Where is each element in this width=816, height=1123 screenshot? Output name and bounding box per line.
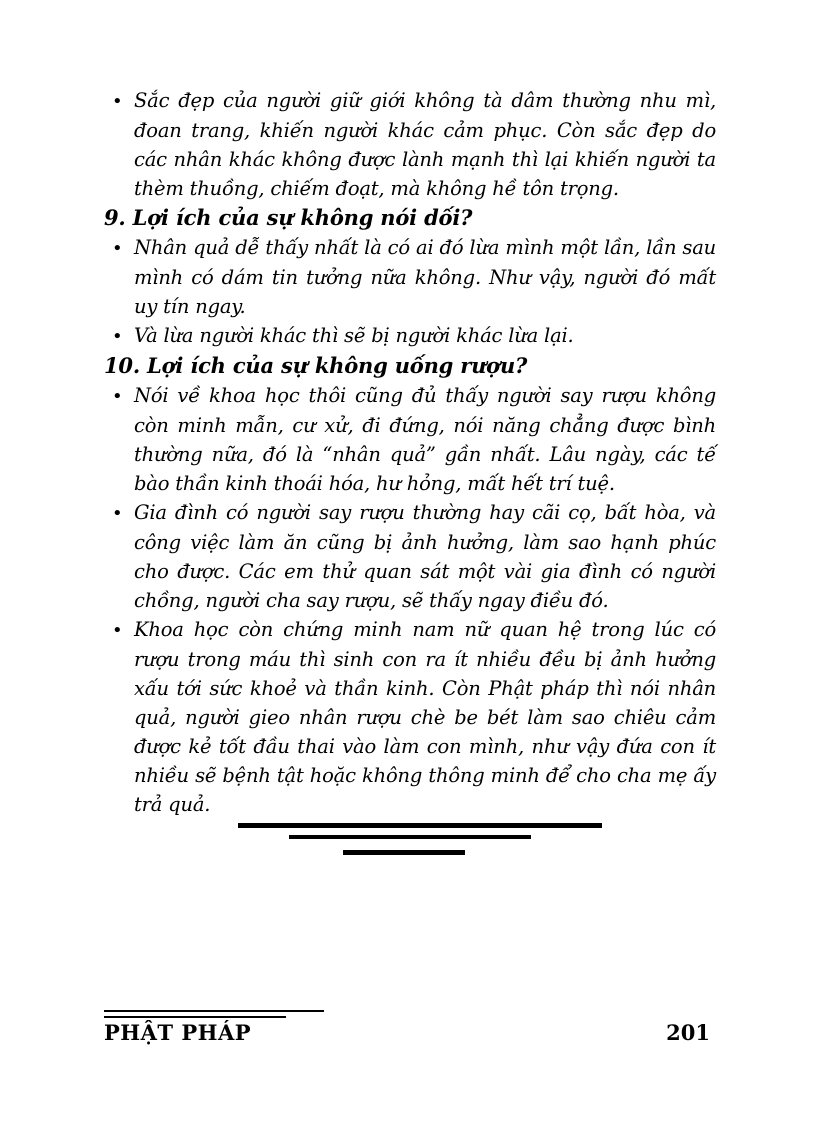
bullet-dot-icon: • (112, 326, 123, 347)
bullet-dot-icon: • (112, 386, 123, 407)
bullet-dot-icon: • (112, 91, 123, 112)
bullet-paragraph (104, 381, 716, 498)
divider-line-top (238, 823, 602, 828)
page-number: 201 (666, 1020, 710, 1045)
page-content (104, 86, 716, 819)
paragraph-text: Khoa học còn chứng minh nam nữ quan hệ trong lúc có rượu trong máu thì sinh con ra ít nhiều đều bị ảnh hưởng xấu tới sức khoẻ và thần kinh. Còn Phật pháp thì nói nhân quả, người gieo nhân rượu chè be bét làm sao chiêu cảm được kẻ tốt đầu thai vào làm con mình, như vậy đứa con ít nhiều sẽ bệnh tật hoặc không thông minh để cho cha mẹ ấy trả quả. (134, 618, 716, 816)
bullet-dot-icon: • (112, 238, 123, 259)
divider-line-bottom (343, 850, 465, 855)
bullet-paragraph (104, 233, 716, 321)
footer-rule-long (104, 1010, 324, 1012)
paragraph-text: Và lừa người khác thì sẽ bị người khác lừa lại. (134, 324, 574, 347)
paragraph-text: Nói về khoa học thôi cũng đủ thấy người say rượu không còn minh mẫn, cư xử, đi đứng, nói năng chẳng được bình thường nữa, đó là “nhân quả” gần nhất. Lâu ngày, các tế bào thần kinh thoái hóa, hư hỏng, mất hết trí tuệ. (134, 384, 716, 495)
bullet-paragraph (104, 498, 716, 615)
footer-book-title: PHẬT PHÁP (104, 1020, 252, 1045)
section-heading: 9. Lợi ích của sự không nói dối? (104, 205, 473, 230)
footer-rule-short (104, 1016, 286, 1018)
bullet-paragraph (104, 615, 716, 819)
divider-line-middle (289, 835, 531, 839)
bullet-dot-icon: • (112, 620, 123, 641)
bullet-paragraph (104, 86, 716, 203)
paragraph-text: Gia đình có người say rượu thường hay cãi cọ, bất hòa, và công việc làm ăn cũng bị ảnh hưởng, làm sao hạnh phúc cho được. Các em thử quan sát một vài gia đình có người chồng, người cha say rượu, sẽ thấy ngay điều đó. (134, 501, 716, 612)
section-heading: 10. Lợi ích của sự không uống rượu? (104, 353, 528, 378)
bullet-paragraph (104, 321, 716, 351)
paragraph-text: Sắc đẹp của người giữ giới không tà dâm thường nhu mì, đoan trang, khiến người khác cảm phục. Còn sắc đẹp do các nhân khác không được lành mạnh thì lại khiến người ta thèm thuồng, chiếm đoạt, mà không hề tôn trọng. (134, 89, 716, 200)
bullet-dot-icon: • (112, 503, 123, 524)
paragraph-text: Nhân quả dễ thấy nhất là có ai đó lừa mình một lần, lần sau mình có dám tin tưởng nữa không. Như vậy, người đó mất uy tín ngay. (134, 236, 716, 318)
